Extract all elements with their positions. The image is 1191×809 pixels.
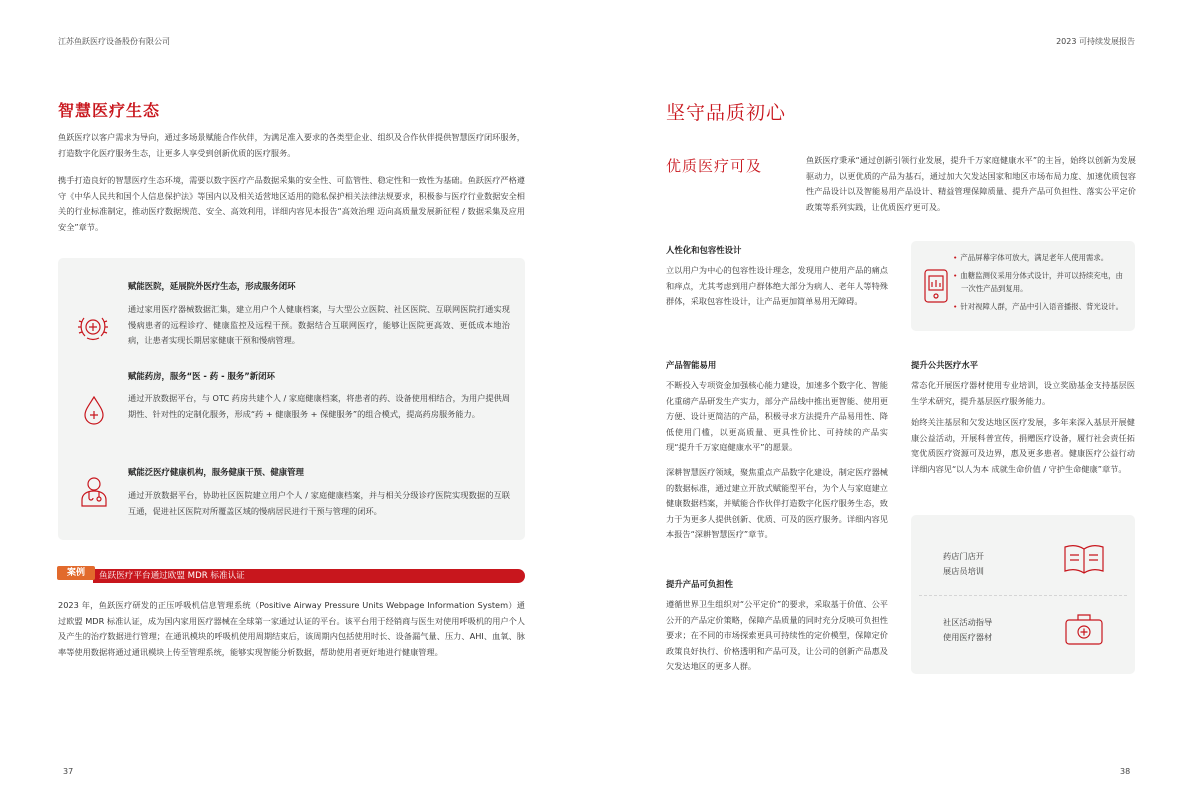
company-name: 江苏鱼跃医疗设备股份有限公司 <box>58 37 170 46</box>
inclusive-bullets-box <box>911 241 1135 331</box>
report-title: 2023 可持续发展报告 <box>1056 37 1135 46</box>
bullet-item: • 血糖监测仪采用分体式设计，并可以持续充电，由一次性产品到复用。 <box>953 271 1123 293</box>
section-title-quality: 坚守品质初心 <box>666 102 787 124</box>
page-number-right: 38 <box>1120 767 1131 776</box>
empowerment-box <box>58 258 525 540</box>
bullet-text-visual: 针对视障人群，产品中引入语音播报、背光设计。 <box>960 302 1123 311</box>
case-banner <box>57 566 525 584</box>
case-title: 鱼跃医疗平台通过欧盟 MDR 标准认证 <box>93 569 525 583</box>
activity-community-guidance: 社区活动指导 使用医疗器材 <box>943 617 993 642</box>
data-security-paragraph: 携手打造良好的智慧医疗生态环境，需要以数字医疗产品数据采集的安全性、可监管性、稳定性和一致性为基础。鱼跃医疗严格遵守《中华人民共和国个人信息保护法》等国内以及相关适营地区适用的隐私保护相关法律法规要求，积极参与医疗行业数据安全相关的行业标准制定，推动医疗数据规范、安全、高效利用，详细内容见本报告“高效治理 迈向高质量发展新征程 / 数据采集及应用安全”章节。 <box>58 175 525 232</box>
public-activities-box <box>911 515 1135 674</box>
heading-inclusive-design: 人性化和包容性设计 <box>666 245 742 255</box>
open-book-icon <box>1061 539 1107 579</box>
intro-paragraph: 鱼跃医疗以客户需求为导向，通过多场景赋能合作伙伴，为满足准入要求的各类型企业、组织及合作伙伴提供智慧医疗闭环服务，打造数字化医疗服务生态，让更多人享受到创新优质的医疗服务。 <box>58 132 525 158</box>
section-title-smart-ecosystem: 智慧医疗生态 <box>58 101 161 120</box>
heading-affordability: 提升产品可负担性 <box>666 579 733 589</box>
affordability-body: 遵循世界卫生组织对“公平定价”的要求，采取基于价值、公平公开的产品定价策略，保障产品质量的同时充分反映可负担性要求；在不同的市场探索更具可持续性的定价模型，保障定价政策良好执行、价格透明和产品可及，让公司的创新产品惠及欠发达地区的更多人群。 <box>666 599 888 672</box>
hospital-wreath-icon <box>75 309 111 345</box>
item-body-institution: 通过开放数据平台，协助社区医院建立用户个人 / 家庭健康档案，并与相关分级诊疗医院实现数据的互联互通，促进社区医院对所覆盖区域的慢病居民进行干预与管理的闭环。 <box>128 490 510 516</box>
item-heading-pharmacy: 赋能药房，服务“医 - 药 - 服务”新闭环 <box>128 371 275 381</box>
heading-public-healthcare: 提升公共医疗水平 <box>911 360 978 370</box>
case-tag: 案例 <box>57 566 95 580</box>
bullet-item: • 针对视障人群，产品中引入语音播报、背光设计。 <box>953 302 1123 311</box>
case-body: 2023 年，鱼跃医疗研发的正压呼吸机信息管理系统（Positive Airway Pressure Units Webpage Information System）通过欧盟 MDR 标准认证，成为国内家用医疗器械在全球第一家通过认证的平台。该平台用于经销商与医生对使用呼吸机的用户个人及产生的治疗数据进行管理；在通讯模块的呼吸机使用周期结束后，该周期内包括使用时长、设备漏气量、压力、AHI、血氧、脉率等使用数据将通过通讯模块上传至管理系统，能够实现智能分析数据，帮助使用者更好地进行健康管理。 <box>58 600 525 657</box>
item-body-pharmacy: 通过开放数据平台，与 OTC 药房共建个人 / 家庭健康档案，将患者的药、设备使用相结合，为用户提供周期性、针对性的定制化服务，形成“药 + 健康服务 + 保健服务”的组合模式，提高药房服务能力。 <box>128 393 510 419</box>
subsection-title-access: 优质医疗可及 <box>666 157 763 175</box>
box-divider <box>919 595 1127 596</box>
item-heading-institution: 赋能泛医疗健康机构，服务健康干预、健康管理 <box>128 467 304 477</box>
device-screen-icon <box>921 266 951 306</box>
inclusive-design-body: 立以用户为中心的包容性设计理念，发现用户使用产品的痛点和痒点，尤其考虑到用户群体绝大部分为病人、老年人等特殊群体，采取包容性设计，让产品更加简单易用无障碍。 <box>666 265 888 307</box>
quality-intro: 鱼跃医疗秉承“通过创新引领行业发展，提升千万家庭健康水平”的主旨，始终以创新为发展驱动力，以更优质的产品为基石，通过加大欠发达国家和地区市场布局力度、加速优质包容性产品设计以及智能易用产品设计、精益管理保障质量、提升产品可负担性、落实公平定价政策等系列实践，让优质医疗更可及。 <box>806 155 1136 212</box>
blood-drop-icon <box>79 394 109 426</box>
medical-kit-icon <box>1061 609 1107 649</box>
bullet-text-font-size: 产品屏幕字体可放大，满足老年人使用需求。 <box>960 253 1109 262</box>
bullet-text-glucose: 血糖监测仪采用分体式设计，并可以持续充电，由一次性产品到复用。 <box>960 271 1123 293</box>
public-healthcare-body-2: 始终关注基层和欠发达地区医疗发展，多年来深入基层开展健康公益活动，开展科普宣传，捐赠医疗设备，履行社会责任拓宽优质医疗资源可及边界，惠及更多患者。健康医疗公益行动详细内容见“以人为本 成就生命价值 / 守护生命健康”章节。 <box>911 417 1135 474</box>
bullet-item: • 产品屏幕字体可放大，满足老年人使用需求。 <box>953 253 1109 262</box>
smart-products-body-2: 深耕智慧医疗领域，聚焦重点产品数字化建设，制定医疗器械的数据标准，通过建立开放式赋能型平台，为个人与家庭建立健康数据档案，并赋能合作伙伴打造数字化医疗服务生态，致力于为更多人提供创新、优质、可及的医疗服务。详细内容见本报告“深耕智慧医疗”章节。 <box>666 467 888 540</box>
page-number-left: 37 <box>63 767 74 776</box>
item-heading-hospital: 赋能医院，延展院外医疗生态，形成服务闭环 <box>128 281 296 291</box>
item-body-hospital: 通过家用医疗器械数据汇集，建立用户个人健康档案，与大型公立医院、社区医院、互联网医院打通实现慢病患者的远程诊疗、健康监控及远程干预。数据结合互联网医疗，能够让医院更高效、更低成本地治病，让患者实现长期居家健康干预和慢病管理。 <box>128 304 510 346</box>
activity-pharmacy-training: 药店门店开 展店员培训 <box>943 551 984 576</box>
doctor-icon <box>77 474 111 508</box>
heading-smart-products: 产品智能易用 <box>666 360 717 370</box>
public-healthcare-body-1: 常态化开展医疗器材使用专业培训，设立奖励基金支持基层医生学术研究，提升基层医疗服务能力。 <box>911 380 1135 406</box>
smart-products-body-1: 不断投入专项资金加强核心能力建设，加速多个数字化、智能化重磅产品研发生产实力，部分产品线中推出更智能、使用更方便、设计更简洁的产品，积极寻求方法提升产品易用性、降低使用门槛，以更高质量、更具性价比、可持续的产品实现“提升千万家庭健康水平”的愿景。 <box>666 380 888 453</box>
